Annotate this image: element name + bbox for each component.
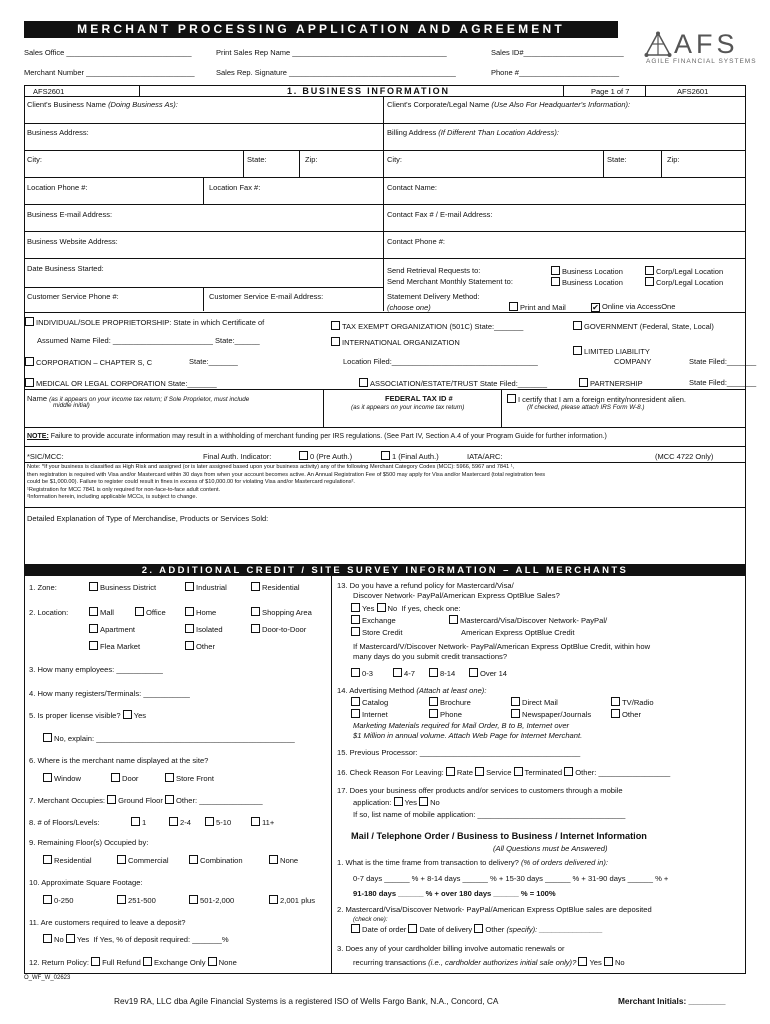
location-flea-market[interactable]: Flea Market <box>89 641 140 651</box>
zone-residential[interactable]: Residential <box>251 582 300 592</box>
retrieval-business-location[interactable]: Business Location <box>551 266 623 276</box>
checkbox[interactable] <box>507 394 516 403</box>
federal-tax-id-field[interactable]: FEDERAL TAX ID # <box>385 394 453 403</box>
mobile-app-name-field[interactable]: If so, list name of mobile application: ___________________________________ <box>353 810 626 819</box>
merchandise-explanation-field[interactable]: Detailed Explanation of Type of Merchandise, Products or Services Sold: <box>27 514 269 523</box>
ad-tv-radio[interactable]: TV/Radio <box>611 697 654 707</box>
checkbox[interactable] <box>511 697 520 706</box>
checkbox[interactable] <box>165 773 174 782</box>
floors-none[interactable]: None <box>269 855 298 865</box>
government-option[interactable]: GOVERNMENT (Federal, State, Local) <box>573 321 714 331</box>
location-home[interactable]: Home <box>185 607 216 617</box>
send-retrieval-label: Send Retrieval Requests to: <box>387 266 481 275</box>
deposit-timing-options[interactable]: Date of order Date of delivery Other (specify): _______________ <box>351 924 603 934</box>
refund-policy-question: 13. Do you have a refund policy for Mastercard/Visa/ <box>337 581 514 590</box>
page-number: Page 1 of 7 <box>591 87 630 96</box>
llc-state-filed-field[interactable]: State Filed:_______ <box>689 357 757 366</box>
zone-business-district[interactable]: Business District <box>89 582 156 592</box>
ad-phone[interactable]: Phone <box>429 709 462 719</box>
assumed-name-field[interactable]: Assumed Name Filed: ________________________ State:______ <box>37 336 260 345</box>
checkbox[interactable] <box>25 378 34 387</box>
checkbox[interactable] <box>43 773 52 782</box>
merchant-initials-field[interactable]: Merchant Initials: ________ <box>618 996 726 1006</box>
checkbox[interactable] <box>645 266 654 275</box>
company-label: COMPANY <box>614 357 652 366</box>
floors-residential[interactable]: Residential <box>43 855 92 865</box>
business-information-table <box>24 85 757 565</box>
square-footage-question: 10. Approximate Square Footage: <box>29 878 143 887</box>
license-no-explain[interactable]: No, explain: _______________________________________________ <box>43 733 295 743</box>
deposit-no-checkbox[interactable] <box>43 934 52 943</box>
checkbox[interactable] <box>89 641 98 650</box>
checkbox[interactable] <box>469 668 478 677</box>
checkbox[interactable] <box>611 697 620 706</box>
individual-sole-proprietorship-option[interactable]: INDIVIDUAL/SOLE PROPRIETORSHIP: State in which Certificate of <box>25 317 264 327</box>
middle-initial-note: middle initial) <box>53 402 90 409</box>
customer-service-phone-field[interactable]: Customer Service Phone #: <box>27 292 119 301</box>
other-checkbox[interactable] <box>474 924 483 933</box>
checkbox[interactable] <box>429 709 438 718</box>
online-accessone-option[interactable]: ✔ Online via AccessOne <box>591 302 675 312</box>
sales-rep-signature-field[interactable]: Sales Rep. Signature ________________________________________ <box>216 68 456 77</box>
iso-statement: Rev19 RA, LLC dba Agile Financial Systems is a registered ISO of Wells Fargo Bank, N.A., Concord, CA <box>114 996 499 1006</box>
checkbox[interactable] <box>89 607 98 616</box>
checkbox[interactable] <box>331 321 340 330</box>
floors-11-plus[interactable]: 11+ <box>251 817 274 827</box>
checkbox[interactable] <box>185 641 194 650</box>
ad-other[interactable]: Other <box>611 709 641 719</box>
recurring-question-cont: recurring transactions (i.e., cardholder authorizes initial sale only)? Yes No <box>353 958 625 967</box>
checkbox[interactable] <box>351 627 360 636</box>
merchant-name-display-question: 6. Where is the merchant name displayed at the site? <box>29 756 209 765</box>
refund-mc-visa[interactable]: Mastercard/Visa/Discover Network- PayPal/ <box>449 615 607 625</box>
final-auth-label: Final Auth. Indicator: <box>203 452 272 461</box>
marketing-note-cont: $1 Million in annual volume. Attach Web Page for Internet Merchant. <box>353 731 583 740</box>
floors-2-4[interactable]: 2-4 <box>169 817 191 827</box>
iata-arc-field[interactable]: IATA/ARC: <box>467 452 503 461</box>
display-store-front[interactable]: Store Front <box>165 773 214 783</box>
section-1-title: 1. BUSINESS INFORMATION <box>287 86 450 96</box>
location-phone-field[interactable]: Location Phone #: <box>27 183 88 192</box>
location-office[interactable]: Office <box>135 607 166 617</box>
license-yes-checkbox[interactable] <box>123 710 132 719</box>
foreign-entity-note: (If checked, please attach IRS Form W-8.) <box>527 404 645 411</box>
checkbox[interactable] <box>189 895 198 904</box>
international-org-option[interactable]: INTERNATIONAL ORGANIZATION <box>331 337 460 347</box>
moto-title: Mail / Telephone Order / Business to Business / Internet Information <box>351 831 647 841</box>
other-checkbox[interactable] <box>165 795 174 804</box>
form-code-right: AFS2601 <box>677 87 709 96</box>
high-risk-note: Note: *If your business is classified as High Risk and assigned (or is later assigned based upon your business activity) any of the following Merchant Category Codes (MCC): 5966, 5967 and 7841 ¹, then registration is required with Visa and/or Mastercard within 30 days from when your account becomes active. An Annual Registration Fee of $500 may apply for Visa and/or Mastercard (total registration fees could be $1,000.00). Failure to register could result in fines in excess of $10,000.00 for violating Visa and/or Mastercard regulations². ¹Registration for MCC 7841 is only required for non-face-to-face adult content. ²Information herein, including applicable MCCs, is subject to change. <box>27 464 546 501</box>
checkbox[interactable] <box>25 357 34 366</box>
sic-mcc-field[interactable]: *SIC/MCC: <box>27 452 64 461</box>
checkbox[interactable] <box>43 895 52 904</box>
advertising-question: 14. Advertising Method (Attach at least one): <box>337 686 487 695</box>
refund-exchange[interactable]: Exchange <box>351 615 396 625</box>
form-code: O_WF_W_02623 <box>24 975 71 981</box>
checkbox[interactable] <box>25 317 34 326</box>
checkbox[interactable] <box>351 697 360 706</box>
corporation-option[interactable]: CORPORATION – CHAPTER S, C <box>25 357 152 367</box>
retrieval-corp-location[interactable]: Corp/Legal Location <box>645 266 723 276</box>
full-refund-checkbox[interactable] <box>91 957 100 966</box>
mobile-no-checkbox[interactable] <box>419 797 428 806</box>
site-survey-table <box>24 576 746 974</box>
recurring-no-checkbox[interactable] <box>604 957 613 966</box>
contact-phone-field[interactable]: Contact Phone #: <box>387 237 445 246</box>
checkbox[interactable] <box>551 266 560 275</box>
checkbox[interactable] <box>251 624 260 633</box>
moto-subtitle: (All Questions must be Answered) <box>493 844 608 853</box>
zone-question: 1. Zone: <box>29 583 57 592</box>
checkbox[interactable] <box>509 302 518 311</box>
business-name-label[interactable]: Client's Business Name (Doing Business As): <box>27 100 178 109</box>
location-filed-field[interactable]: Location Filed:___________________________________ <box>343 357 538 366</box>
afs-logo <box>640 29 757 71</box>
checkbox[interactable] <box>169 817 178 826</box>
state-field[interactable]: State: <box>247 155 267 164</box>
date-started-field[interactable]: Date Business Started: <box>27 264 104 273</box>
checkbox[interactable] <box>579 378 588 387</box>
ad-newspaper[interactable]: Newspaper/Journals <box>511 709 591 719</box>
checkbox[interactable] <box>351 615 360 624</box>
logo-subtitle: AGILE FINANCIAL SYSTEMS <box>646 58 757 65</box>
registers-field[interactable]: 4. How many registers/Terminals: ___________ <box>29 689 190 698</box>
sales-office-field[interactable]: Sales Office ______________________________ <box>24 48 192 57</box>
mcc-4722-note: (MCC 4722 Only) <box>655 452 714 461</box>
deposit-answer[interactable]: No Yes If Yes, % of deposit required: _______% <box>43 934 229 944</box>
contact-name-field[interactable]: Contact Name: <box>387 183 438 192</box>
deposit-question: 11. Are customers required to leave a deposit? <box>29 918 186 927</box>
checkbox[interactable] <box>449 615 458 624</box>
checkbox[interactable] <box>429 668 438 677</box>
business-address-field[interactable]: Business Address: <box>27 128 89 137</box>
form-title: MERCHANT PROCESSING APPLICATION AND AGREEMENT <box>24 21 618 38</box>
association-option[interactable]: ASSOCIATION/ESTATE/TRUST State Filed:_______ <box>359 378 547 388</box>
tax-exempt-option[interactable]: TAX EXEMPT ORGANIZATION (501C) State:_______ <box>331 321 523 331</box>
send-statement-label: Send Merchant Monthly Statement to: <box>387 277 513 286</box>
mobile-app-answer[interactable]: application: Yes No <box>353 798 440 807</box>
credit-days-question-cont: many days do you submit credit transactions? <box>353 652 508 661</box>
sales-id-field[interactable]: Sales ID#________________________ <box>491 48 624 57</box>
checkbox[interactable] <box>299 451 308 460</box>
delivery-timeframe-fields[interactable]: 0-7 days ______ % + 8-14 days ______ % + 15-30 days ______ % + 31-90 days ______ % + <box>353 874 669 883</box>
floors-5-10[interactable]: 5-10 <box>205 817 231 827</box>
days-0-3[interactable]: 0-3 <box>351 668 373 678</box>
llc-option[interactable]: LIMITED LIABILITY <box>573 346 650 356</box>
location-apartment[interactable]: Apartment <box>89 624 135 634</box>
medical-legal-corp-option[interactable]: MEDICAL OR LEGAL CORPORATION State:_______ <box>25 378 217 388</box>
checkbox[interactable] <box>429 697 438 706</box>
checkbox[interactable] <box>359 378 368 387</box>
recurring-yes-checkbox[interactable] <box>578 957 587 966</box>
zone-industrial[interactable]: Industrial <box>185 582 227 592</box>
form-code-left: AFS2601 <box>33 87 65 96</box>
statement-corp-location[interactable]: Corp/Legal Location <box>645 277 723 287</box>
checkbox[interactable] <box>251 607 260 616</box>
checked-checkbox[interactable] <box>591 303 600 312</box>
location-other[interactable]: Other <box>185 641 215 651</box>
service-checkbox[interactable] <box>475 767 484 776</box>
days-4-7[interactable]: 4-7 <box>393 668 415 678</box>
federal-tax-note: (as it appears on your income tax return) <box>351 404 465 411</box>
refund-yes-no[interactable]: Yes No If yes, check one: <box>351 603 461 613</box>
statement-delivery-label: Statement Delivery Method: <box>387 292 480 301</box>
deposit-timing-question: 2. Mastercard/Visa/Discover Network- PayPal/American Express OptBlue sales are deposited <box>337 905 652 914</box>
license-question: 5. Is proper license visible? Yes <box>29 711 147 720</box>
return-policy-question: 12. Return Policy: Full Refund Exchange Only None <box>29 958 237 967</box>
billing-zip-field[interactable]: Zip: <box>667 155 680 164</box>
deposit-yes-checkbox[interactable] <box>66 934 75 943</box>
corporate-name-label[interactable]: Client's Corporate/Legal Name (Use Also For Headquarter's Information): <box>387 100 631 109</box>
floors-1[interactable]: 1 <box>131 817 146 827</box>
exchange-only-checkbox[interactable] <box>143 957 152 966</box>
legal-name-field[interactable]: Name (as it appears on your income tax return; if Sole Proprietor, must include <box>27 394 250 403</box>
previous-processor-field[interactable]: 15. Previous Processor: ______________________________________ <box>337 748 581 757</box>
phone-field[interactable]: Phone #________________________ <box>491 68 620 77</box>
checkbox[interactable] <box>185 607 194 616</box>
recurring-question: 3. Does any of your cardholder billing involve automatic renewals or <box>337 944 565 953</box>
checkbox[interactable] <box>251 817 260 826</box>
zip-field[interactable]: Zip: <box>305 155 318 164</box>
ad-catalog[interactable]: Catalog <box>351 697 388 707</box>
billing-city-field[interactable]: City: <box>387 155 402 164</box>
checkbox[interactable] <box>135 607 144 616</box>
terminated-checkbox[interactable] <box>514 767 523 776</box>
triangle-logo-icon <box>644 31 672 59</box>
ground-floor-checkbox[interactable] <box>107 795 116 804</box>
checkbox[interactable] <box>89 582 98 591</box>
final-auth-option[interactable]: 1 (Final Auth.) <box>381 451 439 461</box>
checkbox[interactable] <box>573 346 582 355</box>
print-sales-rep-field[interactable]: Print Sales Rep Name _____________________________________ <box>216 48 447 57</box>
refund-yes-checkbox[interactable] <box>351 603 360 612</box>
days-8-14[interactable]: 8-14 <box>429 668 455 678</box>
merchant-number-field[interactable]: Merchant Number __________________________ <box>24 68 195 77</box>
checkbox[interactable] <box>89 624 98 633</box>
checkbox[interactable] <box>269 855 278 864</box>
location-shopping-area[interactable]: Shopping Area <box>251 607 312 617</box>
none-checkbox[interactable] <box>208 957 217 966</box>
checkbox[interactable] <box>251 582 260 591</box>
contact-fax-email-field[interactable]: Contact Fax # / E-mail Address: <box>387 210 493 219</box>
sqft-2001-plus[interactable]: 2,001 plus <box>269 895 315 905</box>
billing-state-field[interactable]: State: <box>607 155 627 164</box>
marketing-note: Marketing Materials required for Mail Order, B to B, Internet over <box>353 721 570 730</box>
ad-brochure[interactable]: Brochure <box>429 697 471 707</box>
partnership-option[interactable]: PARTNERSHIP <box>579 378 643 388</box>
checkbox[interactable] <box>511 709 520 718</box>
date-of-order-checkbox[interactable] <box>351 924 360 933</box>
checkbox[interactable] <box>43 855 52 864</box>
mobile-yes-checkbox[interactable] <box>394 797 403 806</box>
checkbox[interactable] <box>351 668 360 677</box>
floors-combination[interactable]: Combination <box>189 855 243 865</box>
checkbox[interactable] <box>185 582 194 591</box>
date-of-delivery-checkbox[interactable] <box>408 924 417 933</box>
billing-address-field[interactable]: Billing Address (If Different Than Location Address): <box>387 128 559 137</box>
check-one-note: (check one): <box>353 916 388 923</box>
checkbox[interactable] <box>381 451 390 460</box>
employees-field[interactable]: 3. How many employees: ___________ <box>29 665 163 674</box>
checkbox[interactable] <box>111 773 120 782</box>
partnership-state-field[interactable]: State Filed:_______ <box>689 378 757 387</box>
checkbox[interactable] <box>269 895 278 904</box>
refund-no-checkbox[interactable] <box>377 603 386 612</box>
refund-amex-label: American Express OptBlue Credit <box>461 628 575 637</box>
checkbox[interactable] <box>117 895 126 904</box>
sqft-0-250[interactable]: 0-250 <box>43 895 73 905</box>
logo-text: AFS <box>674 29 739 59</box>
foreign-entity-option[interactable]: I certify that I am a foreign entity/nonresident alien. <box>507 394 686 404</box>
customer-service-email-field[interactable]: Customer Service E-mail Address: <box>209 292 324 301</box>
days-over-14[interactable]: Over 14 <box>469 668 507 678</box>
ad-internet[interactable]: Internet <box>351 709 388 719</box>
sqft-501-2000[interactable]: 501-2,000 <box>189 895 234 905</box>
location-fax-field[interactable]: Location Fax #: <box>209 183 261 192</box>
checkbox[interactable] <box>611 709 620 718</box>
checkbox[interactable] <box>393 668 402 677</box>
checkbox[interactable] <box>189 855 198 864</box>
location-door-to-door[interactable]: Door-to-Door <box>251 624 306 634</box>
checkbox[interactable] <box>131 817 140 826</box>
business-website-field[interactable]: Business Website Address: <box>27 237 118 246</box>
reason-leaving-question: 16. Check Reason For Leaving: Rate Service Terminated Other: _________________ <box>337 768 671 777</box>
checkbox[interactable] <box>573 321 582 330</box>
remaining-floors-question: 9. Remaining Floor(s) Occupied by: <box>29 838 149 847</box>
delivery-timeframe-question: 1. What is the time frame from transaction to delivery? (% of orders delivered in): <box>337 858 608 867</box>
display-window[interactable]: Window <box>43 773 81 783</box>
other-checkbox[interactable] <box>564 767 573 776</box>
display-door[interactable]: Door <box>111 773 138 783</box>
refund-store-credit[interactable]: Store Credit <box>351 627 403 637</box>
rate-checkbox[interactable] <box>446 767 455 776</box>
checkbox[interactable] <box>43 733 52 742</box>
city-field[interactable]: City: <box>27 155 42 164</box>
corporation-state-field[interactable]: State:_______ <box>189 357 238 366</box>
business-email-field[interactable]: Business E-mail Address: <box>27 210 113 219</box>
location-question: 2. Location: <box>29 608 69 617</box>
delivery-timeframe-fields-cont[interactable]: 91-180 days ______ % + over 180 days ______ % = 100% <box>353 889 556 898</box>
checkbox[interactable] <box>185 624 194 633</box>
refund-policy-question-cont: Discover Network- PayPal/American Express OptBlue Sales? <box>353 591 560 600</box>
ad-direct-mail[interactable]: Direct Mail <box>511 697 558 707</box>
pre-auth-option[interactable]: 0 (Pre Auth.) <box>299 451 352 461</box>
checkbox[interactable] <box>205 817 214 826</box>
location-isolated[interactable]: Isolated <box>185 624 223 634</box>
occupies-question: 7. Merchant Occupies: Ground Floor Other: _______________ <box>29 796 263 805</box>
print-and-mail-option[interactable]: Print and Mail <box>509 302 566 312</box>
credit-days-question: If Mastercard/V/Discover Network- PayPal/American Express OptBlue Credit, within how <box>353 642 651 651</box>
floors-commercial[interactable]: Commercial <box>117 855 169 865</box>
checkbox[interactable] <box>331 337 340 346</box>
checkbox[interactable] <box>551 277 560 286</box>
checkbox[interactable] <box>117 855 126 864</box>
choose-one-note: (choose one) <box>387 303 431 312</box>
floors-question: 8. # of Floors/Levels: <box>29 818 100 827</box>
sqft-251-500[interactable]: 251-500 <box>117 895 156 905</box>
statement-business-location[interactable]: Business Location <box>551 277 623 287</box>
irs-note: NOTE: Failure to provide accurate information may result in a withholding of merchant funding per IRS regulations. (See Part IV, Section A.4 of your Program Guide for further information.) <box>27 433 607 440</box>
checkbox[interactable] <box>351 709 360 718</box>
location-mall[interactable]: Mall <box>89 607 114 617</box>
mobile-app-question: 17. Does your business offer products and/or services to customers through a mobile <box>337 786 623 795</box>
checkbox[interactable] <box>645 277 654 286</box>
section-2-title: 2. ADDITIONAL CREDIT / SITE SURVEY INFORMATION – ALL MERCHANTS <box>24 565 746 576</box>
